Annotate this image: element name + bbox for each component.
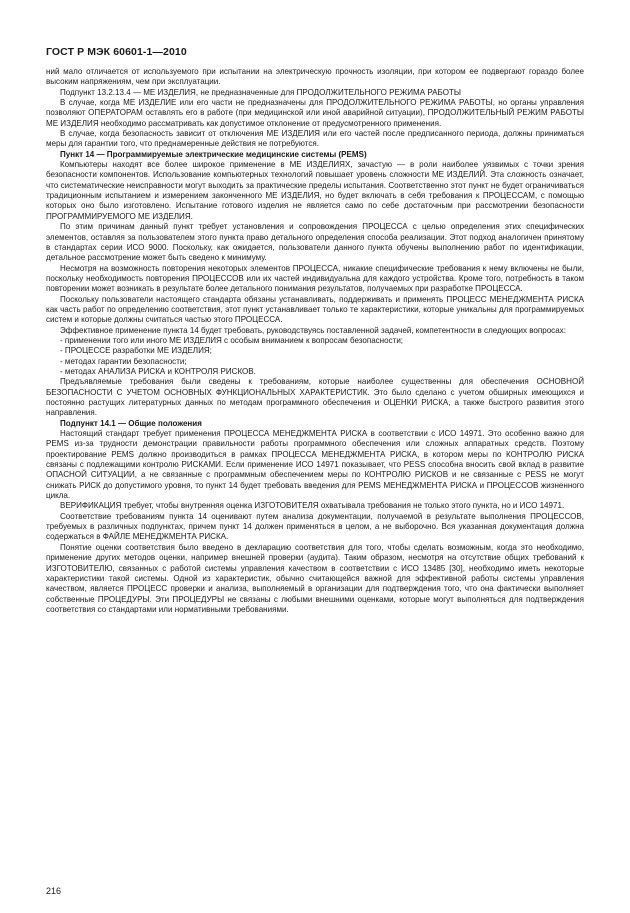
paragraph: ний мало отличается от используемого при испытании на электрическую прочность изоляции, при котором ее подвергают гораздо более высоким напряжениям, чем при эксплуатации. bbox=[46, 67, 584, 87]
section-heading: Пункт 14 — Программируемые электрические медицинские системы (PEMS) bbox=[60, 149, 367, 159]
list-item: - методах гарантии безопасности; bbox=[60, 356, 187, 366]
paragraph: Поскольку пользователи настоящего стандарта обязаны устанавливать, поддерживать и применять ПРОЦЕСС МЕНЕДЖМЕНТА РИСКА как часть работ по определению соответствия, этот пункт устанавливает только те характеристики, которые уникальны для программируемых систем и которые должны считаться частью этого ПРОЦЕССА. bbox=[46, 294, 584, 325]
paragraph: Эффективное применение пункта 14 будет требовать, руководствуясь поставленной задачей, компетентности в следующих вопросах: bbox=[60, 325, 566, 335]
paragraph: По этим причинам данный пункт требует установления и сопровождения ПРОЦЕССА с целью определения этих специфических элементов, оставляя за пользователем этого пункта право детального определения способа реализации. Этот подход аналогичен принятому в стандартах серии ИСО 9000. Поскольку, как ожидается, пользователи данного пункта обучены выполнению работ по идентификации, детальное рассмотрение может быть сведено к минимуму. bbox=[46, 222, 584, 263]
paragraph: Несмотря на возможность повторения некоторых элементов ПРОЦЕССА, никакие специфические требования к нему включены не были, поскольку необходимость повторения ПРОЦЕССОВ или их частей индивидуальна для каждого устройства. Кроме того, потребность в таком повторении может возникать в результате более детального понимания результатов, получаемых при разработке ПРОЦЕССА. bbox=[46, 263, 584, 294]
paragraph: В случае, когда безопасность зависит от отключения МЕ ИЗДЕЛИЯ или его частей после предписанного периода, должны приниматься меры для гарантии того, что преднамеренные действия не потребуются. bbox=[46, 129, 584, 149]
paragraph: Подпункт 13.2.13.4 — МЕ ИЗДЕЛИЯ, не предназначенные для ПРОДОЛЖИТЕЛЬНОГО РЕЖИМА РАБОТЫ bbox=[60, 87, 462, 97]
paragraph: Компьютеры находят все более широкое применение в МЕ ИЗДЕЛИЯХ, зачастую — в роли наиболее уязвимых с точки зрения безопасности компонентов. Использование компьютерных технологий повышает уровень сложности МЕ ИЗДЕЛИЙ. Эта сложность означает, что систематические неисправности могут выходить за практические пределы испытания. Соответственно этот пункт не будет ограничиваться традиционным испытанием и измерением законченного МЕ ИЗДЕЛИЯ, но будет включать в себя требования к ПРОЦЕССАМ, с помощью которых оно было изготовлено. Испытание готового изделия не является само по себе достаточным при рассмотрении безопасности ПРОГРАММИРУЕМОГО МЕ ИЗДЕЛИЯ. bbox=[46, 160, 584, 221]
section-heading: Подпункт 14.1 — Общие положения bbox=[60, 418, 202, 428]
paragraph: ВЕРИФИКАЦИЯ требует, чтобы внутренняя оценка ИЗГОТОВИТЕЛЯ охватывала требования не только этого пункта, но и ИСО 14971. bbox=[60, 501, 565, 511]
standard-header: ГОСТ Р МЭК 60601-1—2010 bbox=[46, 46, 187, 58]
list-item: - применении того или иного МЕ ИЗДЕЛИЯ с особым вниманием к вопросам безопасности; bbox=[60, 335, 404, 345]
paragraph: Предъявляемые требования были сведены к требованиям, которые наиболее существенны для обеспечения ОСНОВНОЙ БЕЗОПАСНОСТИ С УЧЕТОМ ОСНОВНЫХ ФУНКЦИОНАЛЬНЫХ ХАРАКТЕРИСТИК. Это было сделано с учетом обширных имеющихся и постоянно растущих литературных данных по методам программного обеспечения и ОЦЕНКИ РИСКА, а также быстрого развития этого направления. bbox=[46, 377, 584, 418]
paragraph: В случае, когда МЕ ИЗДЕЛИЕ или его части не предназначены для ПРОДОЛЖИТЕЛЬНОГО РЕЖИМА РАБОТЫ, но органы управления позволяют ОПЕРАТОРАМ оставлять его в работе (при медицинской или иной аварийной ситуации), ПРОДОЛЖИТЕЛЬНЫЙ РЕЖИМ РАБОТЫ МЕ ИЗДЕЛИЯ необходимо рассматривать как допустимое отклонение от предусмотренного применения. bbox=[46, 98, 584, 128]
paragraph: Настоящий стандарт требует применения ПРОЦЕССА МЕНЕДЖМЕНТА РИСКА в соответствии с ИСО 14971. Это особенно важно для PEMS из-за трудности демонстрации правильности работы программного обеспечения или сложных аппаратных средств. Поэтому проектирование PEMS должно производиться в рамках ПРОЦЕССА МЕНЕДЖМЕНТА РИСКА, в котором меры по КОНТРОЛЮ РИСКА связаны с подлежащими контролю РИСКАМИ. Если применение ИСО 14971 показывает, что PESS способна вносить свой вклад в развитие ОПАСНОЙ СИТУАЦИИ, а не связанные с программным обеспечением меры по КОНТРОЛЮ РИСКОВ и не связанные с PESS не могут снижать РИСК до допустимого уровня, то пункт 14 будет требовать введения для PEMS МЕНЕДЖМЕНТА РИСКА и ПРОЦЕССОВ жизненного цикла. bbox=[46, 429, 584, 501]
paragraph: Соответствие требованиям пункта 14 оценивают путем анализа документации, получаемой в результате выполнения ПРОЦЕССОВ, требуемых в различных подпунктах, причем пункт 14 должен применяться в целом, а не выборочно. Вся указанная документация должна содержаться в ФАЙЛЕ МЕНЕДЖМЕНТА РИСКА. bbox=[46, 511, 584, 542]
list-item: - ПРОЦЕССЕ разработки МЕ ИЗДЕЛИЯ; bbox=[60, 346, 212, 356]
page-number: 216 bbox=[46, 886, 62, 896]
list-item: - методах АНАЛИЗА РИСКА и КОНТРОЛЯ РИСКОВ. bbox=[60, 366, 256, 376]
body-text bbox=[46, 67, 584, 615]
paragraph: Понятие оценки соответствия было введено в декларацию соответствия для того, чтобы сделать возможным, когда это необходимо, применение других методов оценки, например внешней проверки (аудита). Таким образом, несмотря на отсутствие общих требований к ИЗГОТОВИТЕЛЮ, связанных с работой системы управления качеством в соответствии с ИСО 13485 [30], необходимо иметь некоторые характеристики такой системы. Одной из характеристик, обычно считающейся важной для эффективной работы системы управления качеством, является ПРОЦЕСС проверки и анализа, выполняемый в организации для подтверждения того, что она фактически выполняет собственные ПРОЦЕДУРЫ. Эти ПРОЦЕДУРЫ не связаны с любыми внешними оценками, которые могут выполняться для подтверждения соответствия со стандартами или нормативными требованиями. bbox=[46, 542, 584, 614]
